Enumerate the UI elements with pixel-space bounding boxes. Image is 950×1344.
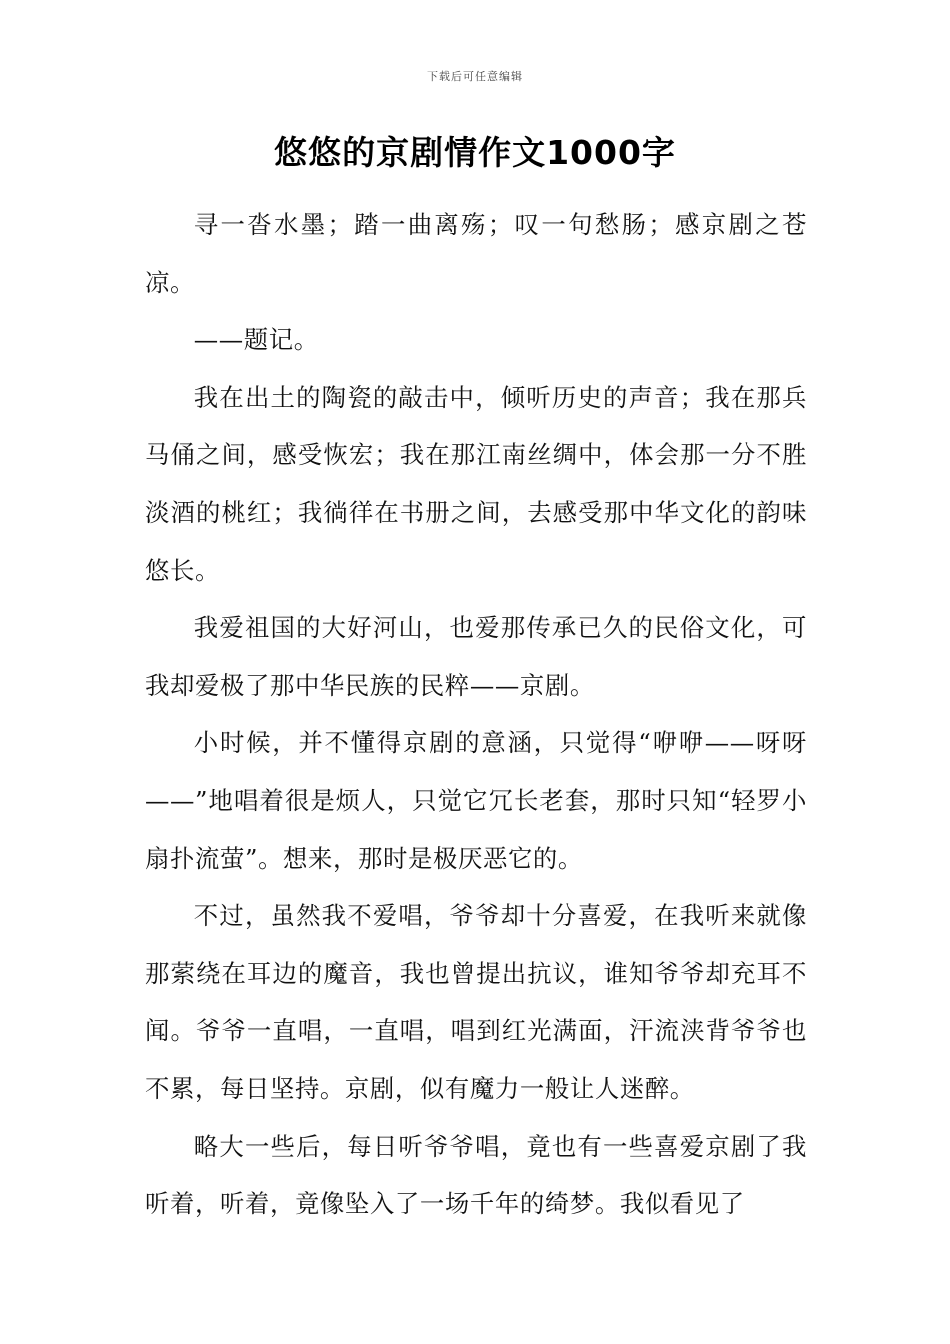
essay-body <box>145 196 807 1233</box>
document-title: 悠悠的京剧情作文1000字 <box>274 133 676 172</box>
paragraph: 我爱祖国的大好河山，也爱那传承已久的民俗文化，可我却爱极了那中华民族的民粹——京剧。 <box>145 613 807 700</box>
paragraph: 略大一些后，每日听爷爷唱，竟也有一些喜爱京剧了我听着，听着，竟像坠入了一场千年的绮梦。我似看见了 <box>145 1131 807 1219</box>
paragraph-epigraph: 寻一沓水墨；踏一曲离殇；叹一句愁肠；感京剧之苍凉。 <box>145 210 807 297</box>
header-note: 下载后可任意编辑 <box>427 70 523 83</box>
paragraph: 不过，虽然我不爱唱，爷爷却十分喜爱，在我听来就像那萦绕在耳边的魔音，我也曾提出抗议，谁知爷爷却充耳不闻。爷爷一直唱，一直唱，唱到红光满面，汗流浃背爷爷也不累，每日坚持。京剧，似有魔力一般让人迷醉。 <box>145 901 807 1103</box>
paragraph: 小时候，并不懂得京剧的意涵，只觉得“咿咿——呀呀——”地唱着很是烦人，只觉它冗长老套，那时只知“轻罗小扇扑流萤”。想来，那时是极厌恶它的。 <box>145 728 807 873</box>
paragraph: 我在出土的陶瓷的敲击中，倾听历史的声音；我在那兵马俑之间，感受恢宏；我在那江南丝绸中，体会那一分不胜淡酒的桃红；我徜徉在书册之间，去感受那中华文化的韵味悠长。 <box>145 382 807 585</box>
paragraph-epigraph-attribution: ——题记。 <box>193 325 319 355</box>
